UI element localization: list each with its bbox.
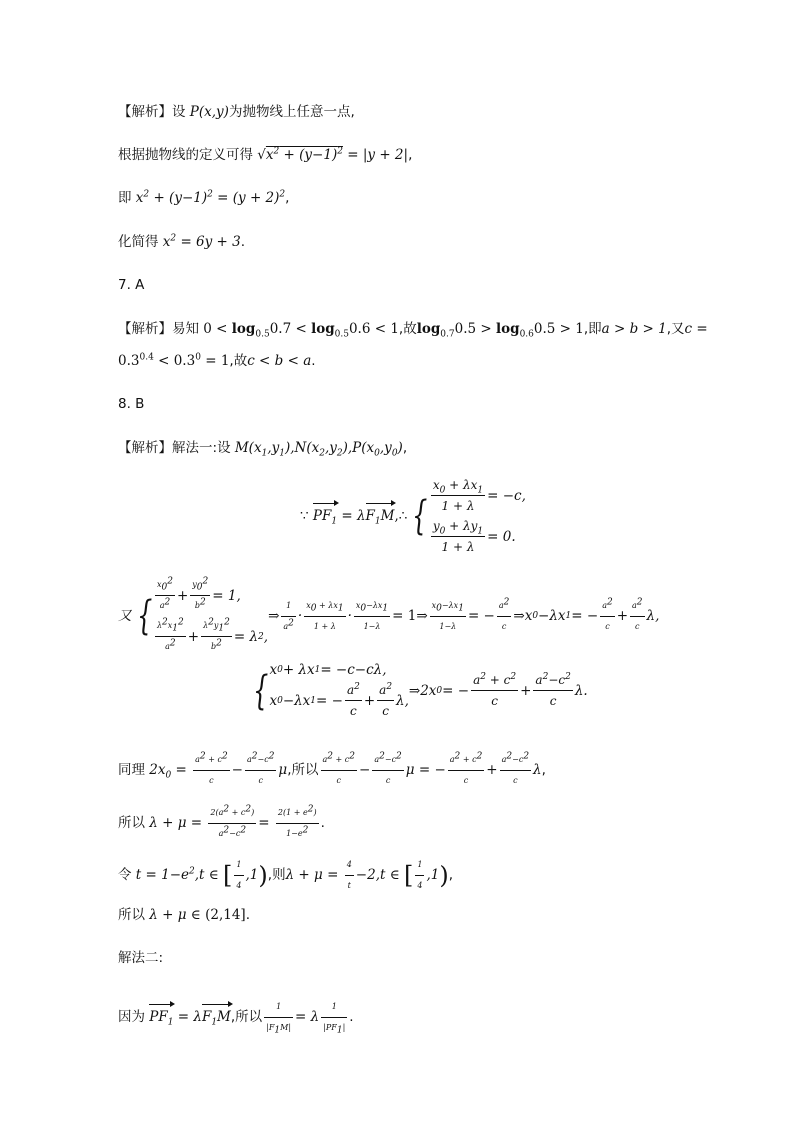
q6-intro-line: [118, 102, 355, 122]
solution-label: 【解析】: [118, 440, 172, 456]
solution-label: 【解析】: [118, 104, 172, 120]
q8-set-line: 【解析】解法一:设 $M(x_1,y_1),N(x_2,y_2),P(x_0,y_0)$,: [118, 440, 408, 459]
q7-solution-line2: $0.3^{0.4} < 0.3^0 = 1$,故c < b < a.: [118, 352, 316, 369]
q8-sum-line: 所以 λ + μ = $\frac{2(a^2 + c^2)}{a^2-c^2}$ = $\frac{2(1 + e^2)}{1-e^2}$ .: [118, 804, 325, 838]
q6-definition-line: 根据抛物线的定义可得 $√x^2 + (y-1)^2 = |y + 2|$,: [118, 146, 413, 163]
q8-method2-line: 因为 $PF_1 = \lambda F_1M$,所以 $\frac{1}{|F_1M|}$ = λ $\frac{1}{|PF_1|}$ .: [118, 997, 354, 1038]
text: 化简得: [118, 234, 159, 250]
q8-range-line: 所以 λ + μ ∈ (2,14].: [118, 907, 250, 923]
q8-answer: 8. B: [118, 396, 145, 412]
q6-simplified-line: 化简得 $x^2 = 6y + 3$.: [118, 233, 246, 250]
text: 即: [118, 190, 132, 206]
point-p: P(x,y): [189, 104, 229, 120]
q8-vector-system: ∵ $PF_1$ = λ $F_1M$ ,∴ { $\frac{x_0 + \lambda x_1}{1 + \lambda}$ = −c, $\frac{y_0 + \lambda y_1}{1 + \lambda}$ = 0.: [300, 475, 526, 557]
q8-x0-system: { x 0 + λx 1 = −c−cλ, x 0 −λx 1 = − $\frac{a^2}{c}$ + $\frac{a^2}{c}$ λ, ⇒ 2x 0 = − $\frac{a^2 + c^2}{c}$ + $\frac{a^2-c^2}{c}$ λ.: [253, 662, 588, 718]
q7-solution-line1: 【解析】易知 $0 < \log_{0.5}0.7 < \log_{0.5}0.6 < 1$,故$\log_{0.7}0.5 > \log_{0.6}0.5 > 1$,即a > b > 1,又c =: [118, 321, 708, 340]
text: 易知: [172, 321, 199, 337]
formula: $x^2 + (y-1)^2 = (y + 2)^2$: [135, 189, 286, 206]
q8-substitution-line: 令 $t = 1-e^2,t$ ∈ [ $\frac{1}{4}$ ,1),则λ + μ = $\frac{4}{t}$ −2,t ∈ [ $\frac{1}{4}$ ,1),: [118, 855, 453, 896]
text: 根据抛物线的定义可得: [118, 147, 253, 163]
q8-ellipse-system: 又 { $\frac{x_0^2}{a^2}$ + $\frac{y_0^2}{b^2}$ = 1, $\frac{\lambda^2x_1^2}{a^2}$ + $\frac{\lambda^2y_1^2}{b^2}$ = λ 2 , ⇒ $\frac{1}{a^2}$ · $\frac{x_0 + \lambda x_1}{1 + \lambda}$ · $\frac{x_0-\lambda x_1}{1-\lambda}$ = 1⇒ $\frac{x_0-\lambda x_1}{1-\lambda}$ = − $\frac{a^2}{c}$ ⇒ x 0 −λx 1 = − $\frac{a^2}{c}$ + $\frac{a^2}{c}$ λ,: [118, 576, 660, 651]
q6-equation-line: 即 $x^2 + (y-1)^2 = (y + 2)^2$,: [118, 189, 290, 206]
formula: $x^2 = 6y + 3$: [162, 233, 241, 250]
formula: $0 < \log_{0.5}0.7 < \log_{0.5}0.6 < 1$: [203, 321, 399, 340]
q8-method2-label: 解法二:: [118, 950, 164, 966]
q8-tongli-line: 同理 $2x_0$ = $\frac{a^2 + c^2}{c}$ − $\frac{a^2-c^2}{c}$ μ,所以 $\frac{a^2 + c^2}{c}$ − $\frac{a^2-c^2}{c}$ μ = − $\frac{a^2 + c^2}{c}$ + $\frac{a^2-c^2}{c}$ λ,: [118, 751, 546, 785]
text: 为抛物线上任意一点,: [228, 104, 355, 120]
formula: $√x^2 + (y-1)^2 = |y + 2|$: [257, 146, 409, 163]
text: 设: [172, 104, 186, 120]
solution-label: 【解析】: [118, 321, 172, 337]
q7-answer: 7. A: [118, 277, 145, 293]
